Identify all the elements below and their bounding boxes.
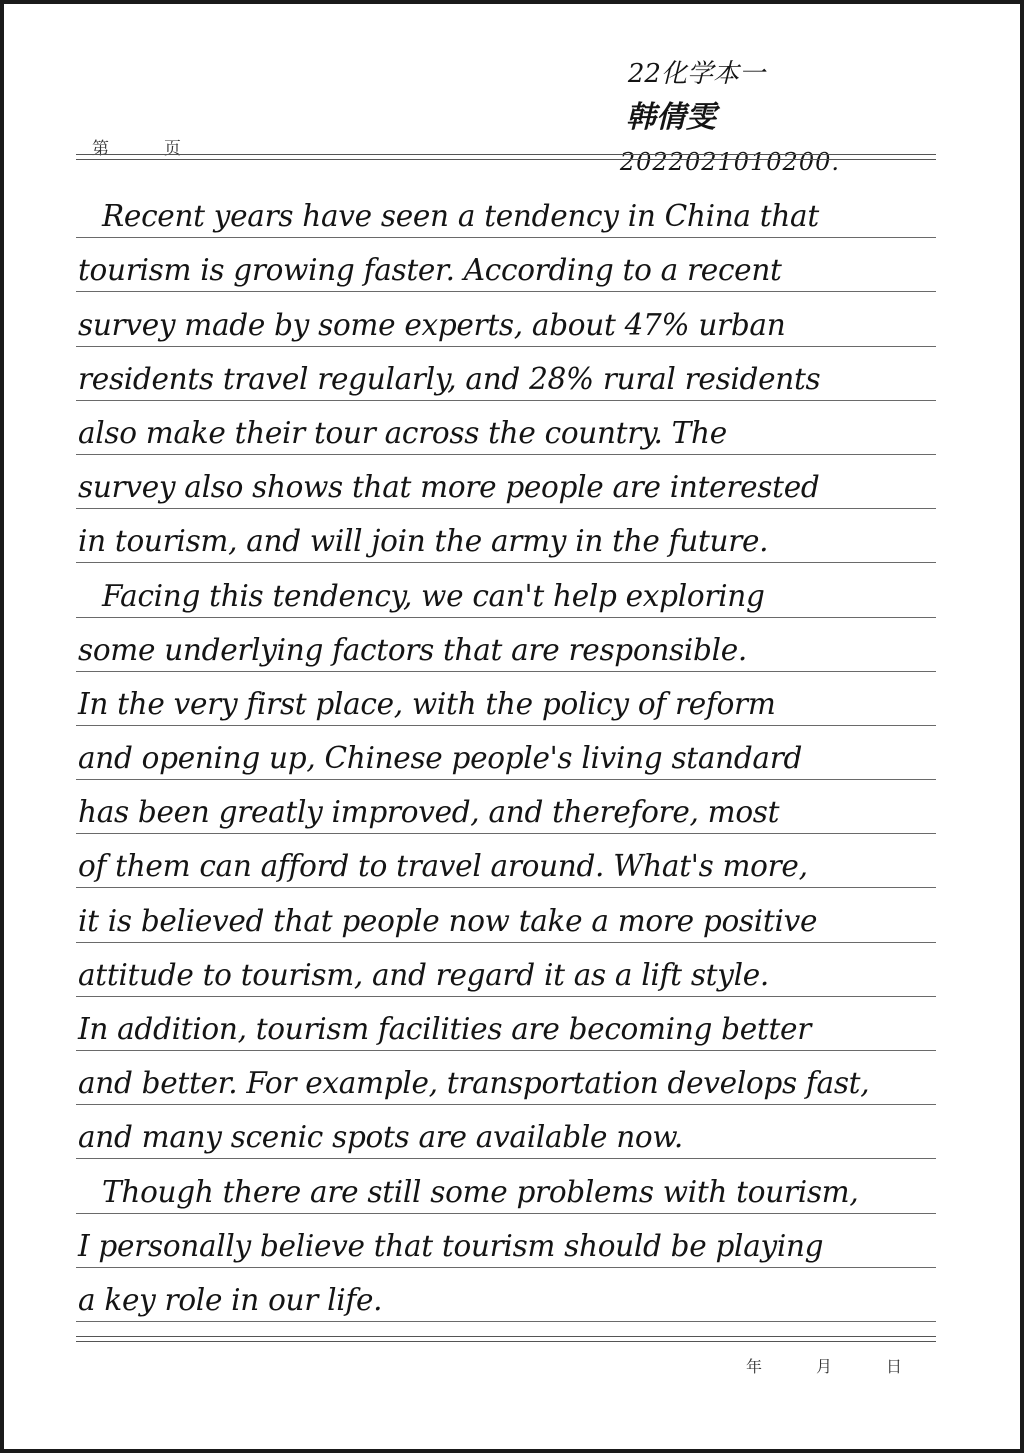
- essay-line-text: survey made by some experts, about 47% urban: [78, 307, 786, 342]
- essay-line: [76, 997, 936, 1051]
- essay-body: [76, 184, 936, 1322]
- essay-line-text: has been greatly improved, and therefore, most: [78, 795, 780, 830]
- page-label-prefix: 第: [92, 139, 109, 159]
- essay-line-text: some underlying factors that are responsible.: [78, 632, 747, 667]
- student-id: 2022021010200.: [619, 148, 840, 176]
- essay-line-text: it is believed that people now take a more positive: [78, 903, 818, 938]
- essay-line: [76, 238, 936, 292]
- essay-line: [76, 347, 936, 401]
- essay-line-text: In the very first place, with the policy of reform: [78, 686, 776, 721]
- top-double-rule: [76, 154, 936, 160]
- essay-line-text: residents travel regularly, and 28% rural residents: [78, 361, 821, 396]
- essay-line-text: in tourism, and will join the army in the future.: [78, 524, 769, 559]
- essay-line: [76, 1268, 936, 1322]
- essay-line: [76, 455, 936, 509]
- essay-line: [76, 726, 936, 780]
- essay-line: [76, 1214, 936, 1268]
- essay-line: [76, 943, 936, 997]
- essay-sheet: [4, 4, 1020, 1449]
- essay-line: [76, 1105, 936, 1159]
- essay-line: [76, 834, 936, 888]
- essay-line-text: Though there are still some problems with tourism,: [102, 1174, 859, 1209]
- essay-line-text: survey also shows that more people are interested: [78, 470, 820, 505]
- essay-line: [76, 401, 936, 455]
- footer-month-label: 月: [816, 1357, 833, 1376]
- bottom-double-rule: [76, 1336, 936, 1342]
- essay-line-text: and opening up, Chinese people's living standard: [78, 741, 803, 776]
- essay-line-text: In addition, tourism facilities are becoming better: [78, 1012, 811, 1046]
- essay-line: [76, 780, 936, 834]
- page-label-suffix: 页: [164, 139, 181, 159]
- essay-line-text: and many scenic spots are available now.: [78, 1120, 683, 1155]
- essay-line-text: also make their tour across the country. The: [78, 415, 727, 450]
- essay-line-text: Recent years have seen a tendency in China that: [102, 199, 819, 234]
- essay-line: [76, 672, 936, 726]
- essay-line: [76, 1159, 936, 1213]
- essay-line: [76, 509, 936, 563]
- essay-line: [76, 618, 936, 672]
- essay-line: [76, 1051, 936, 1105]
- student-class: 22化学本一: [627, 59, 765, 89]
- student-name: 韩倩雯: [625, 100, 716, 135]
- essay-line: [76, 184, 936, 238]
- essay-line: [76, 292, 936, 346]
- essay-line: [76, 888, 936, 942]
- essay-line: [76, 563, 936, 617]
- essay-line-text: a key role in our life.: [78, 1282, 383, 1317]
- essay-line-text: and better. For example, transportation develops fast,: [78, 1066, 870, 1101]
- essay-line-text: Facing this tendency, we can't help exploring: [102, 578, 765, 613]
- footer-day-label: 日: [886, 1357, 903, 1376]
- essay-line-text: I personally believe that tourism should be playing: [78, 1228, 824, 1263]
- student-info: [619, 52, 840, 184]
- essay-line-text: tourism is growing faster. According to a recent: [78, 253, 782, 288]
- essay-line-text: of them can afford to travel around. What's more,: [78, 849, 808, 884]
- footer-year-label: 年: [746, 1357, 763, 1376]
- essay-line-text: attitude to tourism, and regard it as a lift style.: [78, 957, 769, 992]
